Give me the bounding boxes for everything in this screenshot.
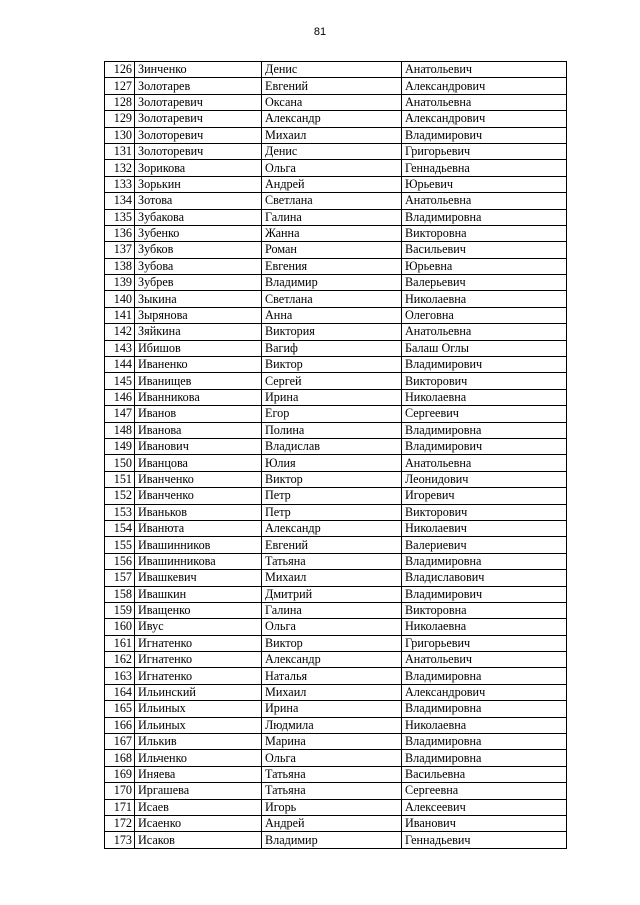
row-number-cell: 172 (105, 815, 135, 831)
first-name-cell: Евгения (262, 258, 402, 274)
first-name-cell: Петр (262, 488, 402, 504)
first-name-cell: Анна (262, 307, 402, 323)
first-name-cell: Андрей (262, 176, 402, 192)
first-name-cell: Владимир (262, 275, 402, 291)
row-number-cell: 128 (105, 94, 135, 110)
patronymic-cell: Анатольевна (402, 455, 567, 471)
row-number-cell: 159 (105, 602, 135, 618)
table-row (105, 438, 567, 454)
patronymic-cell: Николаевна (402, 291, 567, 307)
row-number-cell: 141 (105, 307, 135, 323)
first-name-cell: Виктория (262, 324, 402, 340)
first-name-cell: Евгений (262, 537, 402, 553)
last-name-cell: Ильиных (135, 717, 262, 733)
table-row (105, 176, 567, 192)
row-number-cell: 162 (105, 652, 135, 668)
patronymic-cell: Николаевна (402, 619, 567, 635)
patronymic-cell: Сергеевна (402, 783, 567, 799)
last-name-cell: Иванова (135, 422, 262, 438)
row-number-cell: 148 (105, 422, 135, 438)
first-name-cell: Татьяна (262, 553, 402, 569)
row-number-cell: 160 (105, 619, 135, 635)
table-row (105, 635, 567, 651)
table-row (105, 357, 567, 373)
last-name-cell: Зубова (135, 258, 262, 274)
row-number-cell: 133 (105, 176, 135, 192)
patronymic-cell: Владимировна (402, 422, 567, 438)
first-name-cell: Светлана (262, 193, 402, 209)
row-number-cell: 173 (105, 832, 135, 848)
last-name-cell: Иванов (135, 406, 262, 422)
row-number-cell: 161 (105, 635, 135, 651)
last-name-cell: Илькив (135, 734, 262, 750)
row-number-cell: 143 (105, 340, 135, 356)
table-row (105, 815, 567, 831)
first-name-cell: Михаил (262, 570, 402, 586)
patronymic-cell: Леонидович (402, 471, 567, 487)
table-row (105, 537, 567, 553)
patronymic-cell: Васильевич (402, 242, 567, 258)
table-row (105, 225, 567, 241)
first-name-cell: Татьяна (262, 783, 402, 799)
first-name-cell: Виктор (262, 471, 402, 487)
patronymic-cell: Иванович (402, 815, 567, 831)
row-number-cell: 155 (105, 537, 135, 553)
first-name-cell: Виктор (262, 635, 402, 651)
row-number-cell: 131 (105, 143, 135, 159)
table-row (105, 520, 567, 536)
patronymic-cell: Викторовна (402, 225, 567, 241)
table-row (105, 783, 567, 799)
row-number-cell: 164 (105, 684, 135, 700)
last-name-cell: Зорькин (135, 176, 262, 192)
last-name-cell: Ивашкевич (135, 570, 262, 586)
roster-table (104, 61, 567, 849)
table-row (105, 406, 567, 422)
table-row (105, 291, 567, 307)
first-name-cell: Полина (262, 422, 402, 438)
last-name-cell: Зяйкина (135, 324, 262, 340)
last-name-cell: Иванникова (135, 389, 262, 405)
last-name-cell: Золотаревич (135, 94, 262, 110)
table-row (105, 242, 567, 258)
last-name-cell: Ильиных (135, 701, 262, 717)
row-number-cell: 154 (105, 520, 135, 536)
last-name-cell: Ивашкин (135, 586, 262, 602)
first-name-cell: Юлия (262, 455, 402, 471)
row-number-cell: 147 (105, 406, 135, 422)
table-row (105, 586, 567, 602)
first-name-cell: Ирина (262, 701, 402, 717)
last-name-cell: Иванченко (135, 488, 262, 504)
first-name-cell: Татьяна (262, 766, 402, 782)
patronymic-cell: Владимирович (402, 357, 567, 373)
row-number-cell: 170 (105, 783, 135, 799)
table-row (105, 78, 567, 94)
last-name-cell: Исаков (135, 832, 262, 848)
first-name-cell: Роман (262, 242, 402, 258)
first-name-cell: Денис (262, 143, 402, 159)
row-number-cell: 157 (105, 570, 135, 586)
patronymic-cell: Юрьевич (402, 176, 567, 192)
patronymic-cell: Николаевич (402, 520, 567, 536)
last-name-cell: Иваненко (135, 357, 262, 373)
table-row (105, 275, 567, 291)
patronymic-cell: Анатольевич (402, 652, 567, 668)
row-number-cell: 139 (105, 275, 135, 291)
row-number-cell: 169 (105, 766, 135, 782)
table-row (105, 143, 567, 159)
patronymic-cell: Григорьевич (402, 143, 567, 159)
last-name-cell: Иванищев (135, 373, 262, 389)
first-name-cell: Виктор (262, 357, 402, 373)
last-name-cell: Игнатенко (135, 635, 262, 651)
patronymic-cell: Сергеевич (402, 406, 567, 422)
table-row (105, 127, 567, 143)
first-name-cell: Александр (262, 520, 402, 536)
row-number-cell: 163 (105, 668, 135, 684)
table-row (105, 258, 567, 274)
row-number-cell: 130 (105, 127, 135, 143)
first-name-cell: Егор (262, 406, 402, 422)
table-row (105, 340, 567, 356)
patronymic-cell: Геннадьевна (402, 160, 567, 176)
last-name-cell: Ивашинников (135, 537, 262, 553)
row-number-cell: 132 (105, 160, 135, 176)
row-number-cell: 150 (105, 455, 135, 471)
patronymic-cell: Владимирович (402, 438, 567, 454)
last-name-cell: Зубрев (135, 275, 262, 291)
first-name-cell: Вагиф (262, 340, 402, 356)
table-row (105, 750, 567, 766)
patronymic-cell: Владимировна (402, 209, 567, 225)
last-name-cell: Зорикова (135, 160, 262, 176)
last-name-cell: Исаев (135, 799, 262, 815)
first-name-cell: Андрей (262, 815, 402, 831)
last-name-cell: Ибишов (135, 340, 262, 356)
first-name-cell: Евгений (262, 78, 402, 94)
last-name-cell: Исаенко (135, 815, 262, 831)
first-name-cell: Наталья (262, 668, 402, 684)
row-number-cell: 138 (105, 258, 135, 274)
patronymic-cell: Викторович (402, 373, 567, 389)
patronymic-cell: Владимировна (402, 701, 567, 717)
row-number-cell: 152 (105, 488, 135, 504)
last-name-cell: Иргашева (135, 783, 262, 799)
patronymic-cell: Александрович (402, 78, 567, 94)
table-row (105, 422, 567, 438)
first-name-cell: Владислав (262, 438, 402, 454)
page-number: 81 (313, 26, 327, 38)
row-number-cell: 140 (105, 291, 135, 307)
row-number-cell: 136 (105, 225, 135, 241)
first-name-cell: Сергей (262, 373, 402, 389)
table-row (105, 684, 567, 700)
table-row (105, 570, 567, 586)
last-name-cell: Иваньков (135, 504, 262, 520)
patronymic-cell: Анатольевич (402, 62, 567, 78)
row-number-cell: 129 (105, 111, 135, 127)
table-row (105, 193, 567, 209)
last-name-cell: Иващенко (135, 602, 262, 618)
last-name-cell: Иванченко (135, 471, 262, 487)
patronymic-cell: Викторовна (402, 602, 567, 618)
last-name-cell: Игнатенко (135, 652, 262, 668)
patronymic-cell: Владиславович (402, 570, 567, 586)
table-row (105, 455, 567, 471)
patronymic-cell: Владимирович (402, 127, 567, 143)
patronymic-cell: Григорьевич (402, 635, 567, 651)
last-name-cell: Золоторевич (135, 143, 262, 159)
row-number-cell: 146 (105, 389, 135, 405)
last-name-cell: Иванюта (135, 520, 262, 536)
table-row (105, 766, 567, 782)
first-name-cell: Петр (262, 504, 402, 520)
patronymic-cell: Васильевна (402, 766, 567, 782)
row-number-cell: 151 (105, 471, 135, 487)
table-row (105, 488, 567, 504)
patronymic-cell: Валерьевич (402, 275, 567, 291)
last-name-cell: Иняева (135, 766, 262, 782)
row-number-cell: 167 (105, 734, 135, 750)
last-name-cell: Золотаревич (135, 111, 262, 127)
table-row (105, 111, 567, 127)
patronymic-cell: Игоревич (402, 488, 567, 504)
table-row (105, 832, 567, 848)
table-row (105, 652, 567, 668)
patronymic-cell: Юрьевна (402, 258, 567, 274)
first-name-cell: Жанна (262, 225, 402, 241)
row-number-cell: 137 (105, 242, 135, 258)
row-number-cell: 142 (105, 324, 135, 340)
patronymic-cell: Анатольевна (402, 324, 567, 340)
patronymic-cell: Викторович (402, 504, 567, 520)
patronymic-cell: Валериевич (402, 537, 567, 553)
row-number-cell: 135 (105, 209, 135, 225)
patronymic-cell: Алексеевич (402, 799, 567, 815)
last-name-cell: Ильинский (135, 684, 262, 700)
first-name-cell: Игорь (262, 799, 402, 815)
table-row (105, 619, 567, 635)
row-number-cell: 149 (105, 438, 135, 454)
table-row (105, 389, 567, 405)
last-name-cell: Зинченко (135, 62, 262, 78)
last-name-cell: Ивус (135, 619, 262, 635)
row-number-cell: 156 (105, 553, 135, 569)
last-name-cell: Зырянова (135, 307, 262, 323)
table-row (105, 307, 567, 323)
last-name-cell: Зыкина (135, 291, 262, 307)
last-name-cell: Золотарев (135, 78, 262, 94)
last-name-cell: Золоторевич (135, 127, 262, 143)
row-number-cell: 134 (105, 193, 135, 209)
first-name-cell: Ольга (262, 750, 402, 766)
row-number-cell: 126 (105, 62, 135, 78)
table-row (105, 602, 567, 618)
row-number-cell: 153 (105, 504, 135, 520)
first-name-cell: Ирина (262, 389, 402, 405)
patronymic-cell: Олеговна (402, 307, 567, 323)
table-row (105, 668, 567, 684)
table-row (105, 734, 567, 750)
row-number-cell: 144 (105, 357, 135, 373)
last-name-cell: Зубков (135, 242, 262, 258)
patronymic-cell: Владимирович (402, 586, 567, 602)
table-row (105, 160, 567, 176)
patronymic-cell: Владимировна (402, 734, 567, 750)
last-name-cell: Зотова (135, 193, 262, 209)
table-row (105, 324, 567, 340)
row-number-cell: 158 (105, 586, 135, 602)
first-name-cell: Марина (262, 734, 402, 750)
row-number-cell: 166 (105, 717, 135, 733)
first-name-cell: Галина (262, 209, 402, 225)
last-name-cell: Ивашинникова (135, 553, 262, 569)
patronymic-cell: Николаевна (402, 389, 567, 405)
patronymic-cell: Анатольевна (402, 94, 567, 110)
first-name-cell: Ольга (262, 160, 402, 176)
first-name-cell: Денис (262, 62, 402, 78)
table-row (105, 717, 567, 733)
table-row (105, 373, 567, 389)
table-row (105, 62, 567, 78)
first-name-cell: Александр (262, 652, 402, 668)
roster-table-body (105, 62, 567, 849)
last-name-cell: Ильченко (135, 750, 262, 766)
first-name-cell: Михаил (262, 127, 402, 143)
last-name-cell: Зубакова (135, 209, 262, 225)
last-name-cell: Зубенко (135, 225, 262, 241)
row-number-cell: 165 (105, 701, 135, 717)
first-name-cell: Михаил (262, 684, 402, 700)
patronymic-cell: Балаш Оглы (402, 340, 567, 356)
patronymic-cell: Геннадьевич (402, 832, 567, 848)
table-row (105, 471, 567, 487)
table-row (105, 504, 567, 520)
row-number-cell: 127 (105, 78, 135, 94)
row-number-cell: 171 (105, 799, 135, 815)
first-name-cell: Людмила (262, 717, 402, 733)
first-name-cell: Владимир (262, 832, 402, 848)
first-name-cell: Ольга (262, 619, 402, 635)
last-name-cell: Игнатенко (135, 668, 262, 684)
patronymic-cell: Владимировна (402, 668, 567, 684)
table-row (105, 209, 567, 225)
first-name-cell: Александр (262, 111, 402, 127)
patronymic-cell: Анатольевна (402, 193, 567, 209)
first-name-cell: Галина (262, 602, 402, 618)
first-name-cell: Оксана (262, 94, 402, 110)
patronymic-cell: Николаевна (402, 717, 567, 733)
table-row (105, 701, 567, 717)
table-row (105, 94, 567, 110)
first-name-cell: Дмитрий (262, 586, 402, 602)
last-name-cell: Иванцова (135, 455, 262, 471)
patronymic-cell: Александрович (402, 684, 567, 700)
table-row (105, 799, 567, 815)
patronymic-cell: Александрович (402, 111, 567, 127)
table-row (105, 553, 567, 569)
last-name-cell: Иванович (135, 438, 262, 454)
patronymic-cell: Владимировна (402, 750, 567, 766)
row-number-cell: 145 (105, 373, 135, 389)
patronymic-cell: Владимировна (402, 553, 567, 569)
row-number-cell: 168 (105, 750, 135, 766)
first-name-cell: Светлана (262, 291, 402, 307)
